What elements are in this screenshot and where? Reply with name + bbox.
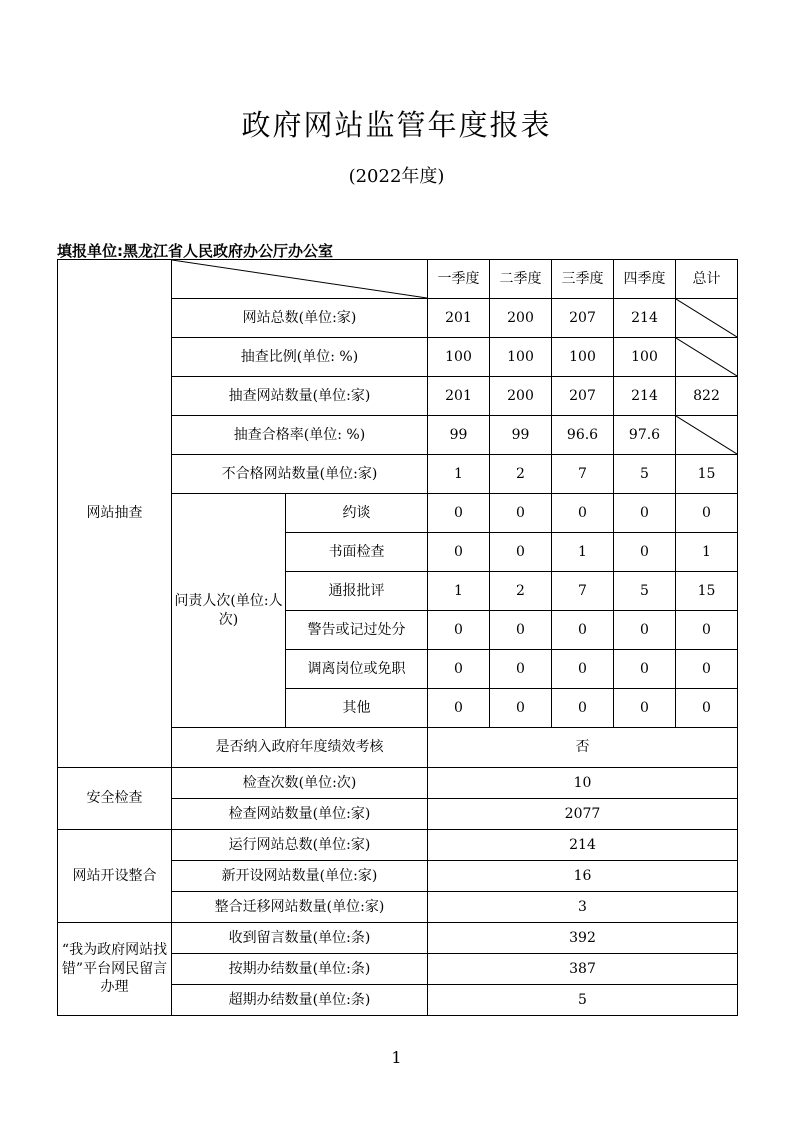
row-label: 网站总数(单位:家) bbox=[172, 299, 428, 338]
cell-value: 387 bbox=[428, 954, 738, 985]
empty-total-cell bbox=[676, 299, 738, 338]
cell-value: 0 bbox=[676, 689, 738, 728]
cell-value: 0 bbox=[614, 611, 676, 650]
header-q2: 二季度 bbox=[490, 260, 552, 299]
cell-value: 0 bbox=[428, 650, 490, 689]
cell-value: 7 bbox=[552, 455, 614, 494]
page-number: 1 bbox=[391, 1048, 402, 1067]
cell-value: 0 bbox=[490, 650, 552, 689]
cell-value: 0 bbox=[614, 533, 676, 572]
filing-unit: 填报单位:黑龙江省人民政府办公厅办公室 bbox=[57, 242, 334, 260]
header-row bbox=[58, 260, 738, 299]
row-label: 约谈 bbox=[286, 494, 428, 533]
cell-value: 0 bbox=[614, 494, 676, 533]
cell-value: 392 bbox=[428, 923, 738, 954]
row-label: 超期办结数量(单位:条) bbox=[172, 985, 428, 1016]
cell-value: 100 bbox=[428, 338, 490, 377]
cell-value: 2 bbox=[490, 572, 552, 611]
row-label: 新开设网站数量(单位:家) bbox=[172, 861, 428, 892]
empty-total-cell bbox=[676, 338, 738, 377]
cell-value: 822 bbox=[676, 377, 738, 416]
cell-value: 96.6 bbox=[552, 416, 614, 455]
row-label: 其他 bbox=[286, 689, 428, 728]
cell-value: 0 bbox=[490, 611, 552, 650]
section-label-integration: 网站开设整合 bbox=[58, 830, 172, 923]
row-label: 检查次数(单位:次) bbox=[172, 768, 428, 799]
cell-value: 0 bbox=[428, 494, 490, 533]
empty-total-cell bbox=[676, 416, 738, 455]
cell-value: 0 bbox=[552, 650, 614, 689]
row-label: 不合格网站数量(单位:家) bbox=[172, 455, 428, 494]
cell-value: 5 bbox=[614, 455, 676, 494]
row-label: 抽查比例(单位: %) bbox=[172, 338, 428, 377]
header-q1: 一季度 bbox=[428, 260, 490, 299]
cell-value: 2077 bbox=[428, 799, 738, 830]
cell-value: 99 bbox=[428, 416, 490, 455]
cell-value: 5 bbox=[614, 572, 676, 611]
cell-value: 100 bbox=[490, 338, 552, 377]
cell-value: 5 bbox=[428, 985, 738, 1016]
cell-value: 2 bbox=[490, 455, 552, 494]
report-title: 政府网站监管年度报表 bbox=[241, 108, 552, 142]
header-q4: 四季度 bbox=[614, 260, 676, 299]
cell-value: 0 bbox=[614, 650, 676, 689]
row-label: 通报批评 bbox=[286, 572, 428, 611]
cell-value: 100 bbox=[552, 338, 614, 377]
cell-value: 1 bbox=[552, 533, 614, 572]
cell-value: 0 bbox=[490, 689, 552, 728]
cell-value: 214 bbox=[614, 299, 676, 338]
cell-value: 0 bbox=[428, 689, 490, 728]
cell-value: 1 bbox=[428, 455, 490, 494]
row-label: 按期办结数量(单位:条) bbox=[172, 954, 428, 985]
diagonal-header-cell bbox=[172, 260, 428, 299]
header-q3: 三季度 bbox=[552, 260, 614, 299]
row-label: 调离岗位或免职 bbox=[286, 650, 428, 689]
section-label-inspection: 网站抽查 bbox=[58, 260, 172, 768]
row-label: 收到留言数量(单位:条) bbox=[172, 923, 428, 954]
cell-value: 1 bbox=[428, 572, 490, 611]
cell-value: 0 bbox=[490, 533, 552, 572]
section-label-messages: “我为政府网站找错”平台网民留言办理 bbox=[58, 923, 172, 1016]
row-label: 书面检查 bbox=[286, 533, 428, 572]
report-table bbox=[57, 259, 738, 1016]
cell-value: 0 bbox=[676, 611, 738, 650]
row-label: 检查网站数量(单位:家) bbox=[172, 799, 428, 830]
cell-value: 200 bbox=[490, 377, 552, 416]
cell-value: 0 bbox=[614, 689, 676, 728]
row-label: 运行网站总数(单位:家) bbox=[172, 830, 428, 861]
table-row bbox=[58, 923, 738, 954]
cell-value: 0 bbox=[428, 533, 490, 572]
cell-value: 0 bbox=[552, 689, 614, 728]
cell-value: 207 bbox=[552, 299, 614, 338]
cell-value: 10 bbox=[428, 768, 738, 799]
cell-value: 15 bbox=[676, 572, 738, 611]
cell-value: 0 bbox=[552, 494, 614, 533]
cell-value: 0 bbox=[676, 494, 738, 533]
cell-value: 0 bbox=[490, 494, 552, 533]
cell-value: 否 bbox=[428, 728, 738, 768]
cell-value: 0 bbox=[552, 611, 614, 650]
cell-value: 15 bbox=[676, 455, 738, 494]
cell-value: 214 bbox=[614, 377, 676, 416]
accountability-label: 问责人次(单位:人次) bbox=[172, 494, 286, 728]
cell-value: 7 bbox=[552, 572, 614, 611]
row-label: 抽查网站数量(单位:家) bbox=[172, 377, 428, 416]
cell-value: 207 bbox=[552, 377, 614, 416]
cell-value: 16 bbox=[428, 861, 738, 892]
cell-value: 0 bbox=[676, 650, 738, 689]
cell-value: 97.6 bbox=[614, 416, 676, 455]
cell-value: 100 bbox=[614, 338, 676, 377]
cell-value: 99 bbox=[490, 416, 552, 455]
cell-value: 200 bbox=[490, 299, 552, 338]
header-total: 总计 bbox=[676, 260, 738, 299]
row-label: 警告或记过处分 bbox=[286, 611, 428, 650]
cell-value: 201 bbox=[428, 299, 490, 338]
cell-value: 1 bbox=[676, 533, 738, 572]
table-row bbox=[58, 768, 738, 799]
cell-value: 0 bbox=[428, 611, 490, 650]
table-row bbox=[58, 830, 738, 861]
report-year: (2022年度) bbox=[348, 166, 445, 187]
section-label-security: 安全检查 bbox=[58, 768, 172, 830]
cell-value: 3 bbox=[428, 892, 738, 923]
cell-value: 214 bbox=[428, 830, 738, 861]
row-label: 是否纳入政府年度绩效考核 bbox=[172, 728, 428, 768]
row-label: 整合迁移网站数量(单位:家) bbox=[172, 892, 428, 923]
cell-value: 201 bbox=[428, 377, 490, 416]
row-label: 抽查合格率(单位: %) bbox=[172, 416, 428, 455]
